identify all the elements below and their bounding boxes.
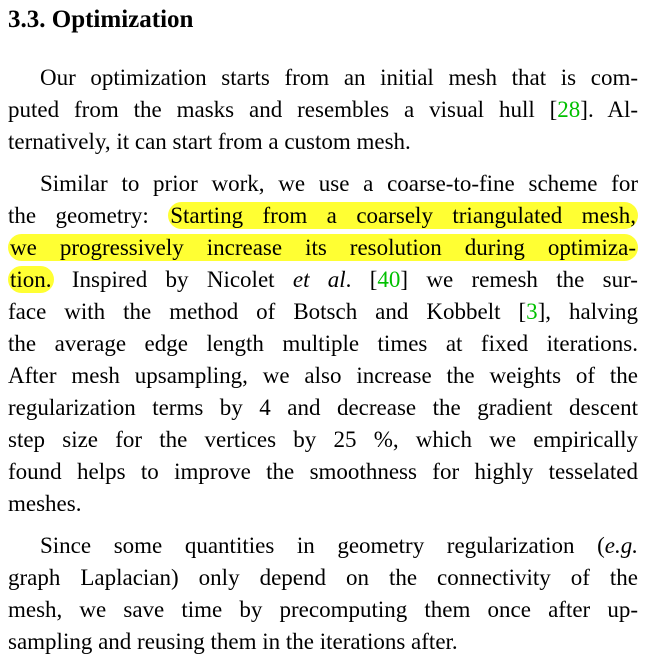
text-line: Our optimization starts from an initial mesh that is com- bbox=[40, 65, 638, 90]
citation-link[interactable]: 3 bbox=[526, 299, 538, 324]
text-line: tion. Inspired by Nicolet et al. [40] we remesh the sur- bbox=[10, 267, 638, 292]
highlighted-text: tion. bbox=[10, 267, 52, 292]
text-line: mesh, we save time by precomputing them once after up- bbox=[8, 597, 638, 622]
text-line: the average edge length multiple times at fixed iterations. bbox=[8, 331, 638, 356]
text-line: found helps to improve the smoothness for highly tesselated bbox=[8, 459, 638, 484]
text-line: After mesh upsampling, we also increase the weights of the bbox=[8, 363, 638, 388]
text-line: ternatively, it can start from a custom mesh. bbox=[8, 129, 411, 154]
section-number: 3.3. bbox=[8, 6, 46, 33]
text-line bbox=[8, 232, 638, 264]
text-line: puted from the masks and resembles a visual hull [28]. Al- bbox=[8, 97, 638, 122]
text-line: Since some quantities in geometry regularization (e.g. bbox=[40, 533, 638, 558]
text-line: face with the method of Botsch and Kobbelt [3], halving bbox=[8, 299, 639, 324]
text-line: Similar to prior work, we use a coarse-to-fine scheme for bbox=[40, 171, 638, 196]
text-line: the geometry: Starting from a coarsely triangulated mesh, bbox=[8, 203, 636, 228]
text-line: sampling and reusing them in the iterations after. bbox=[8, 629, 458, 654]
text-line: graph Laplacian) only depend on the connectivity of the bbox=[8, 565, 638, 590]
section-heading bbox=[8, 3, 193, 37]
highlighted-text: we progressively increase its resolution during optimiza- bbox=[10, 235, 636, 260]
citation-link[interactable]: 28 bbox=[557, 97, 581, 122]
section-title: Optimization bbox=[51, 6, 194, 33]
text-line: regularization terms by 4 and decrease the gradient descent bbox=[8, 395, 638, 420]
text-line: step size for the vertices by 25 %, which we empirically bbox=[8, 427, 638, 452]
text-line: meshes. bbox=[8, 491, 82, 516]
highlighted-text: Starting from a coarsely triangulated mesh, bbox=[170, 203, 636, 228]
citation-link[interactable]: 40 bbox=[377, 267, 401, 292]
